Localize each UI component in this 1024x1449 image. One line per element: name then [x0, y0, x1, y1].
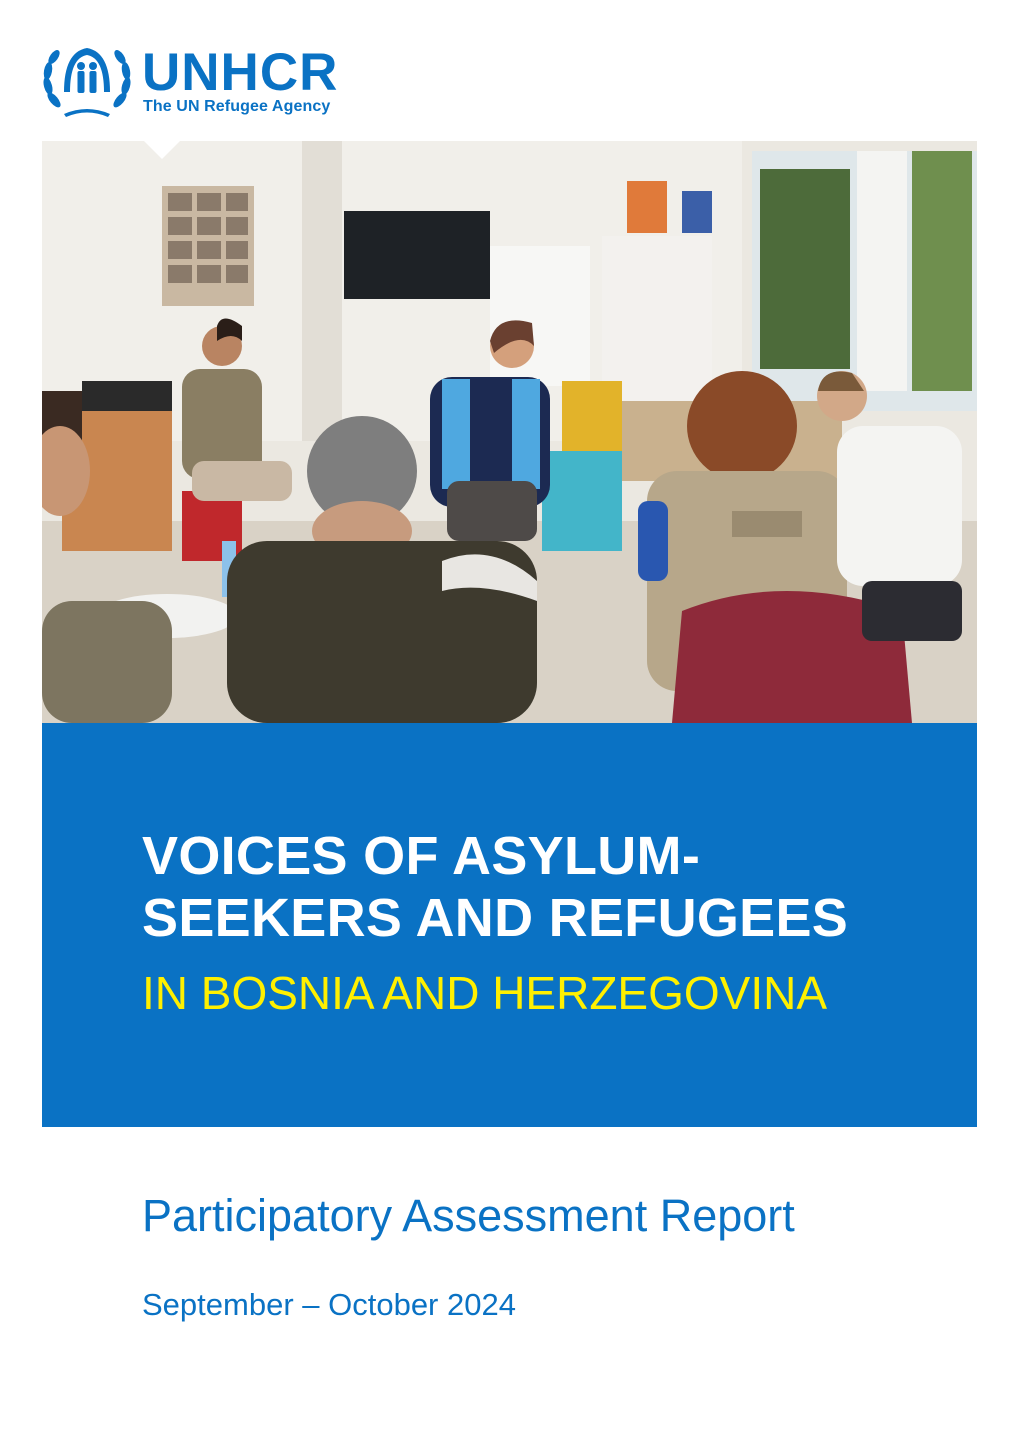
- unhcr-logo: [42, 42, 372, 122]
- report-title-line-1: VOICES OF ASYLUM-: [142, 826, 701, 886]
- cover-photo: [42, 141, 977, 723]
- logo-tagline: The UN Refugee Agency: [143, 98, 331, 115]
- group-meeting-photo: [42, 141, 977, 723]
- report-subtitle: IN BOSNIA AND HERZEGOVINA: [142, 967, 828, 1019]
- logo-wordmark: UNHCR: [142, 43, 339, 102]
- report-type: Participatory Assessment Report: [142, 1190, 795, 1241]
- photo-notch: [144, 141, 180, 159]
- unhcr-laurel-emblem-icon: [42, 42, 132, 118]
- report-period: September – October 2024: [142, 1287, 516, 1322]
- title-panel: [42, 723, 977, 1127]
- report-title-line-2: SEEKERS AND REFUGEES: [142, 888, 849, 948]
- report-title: [142, 825, 962, 949]
